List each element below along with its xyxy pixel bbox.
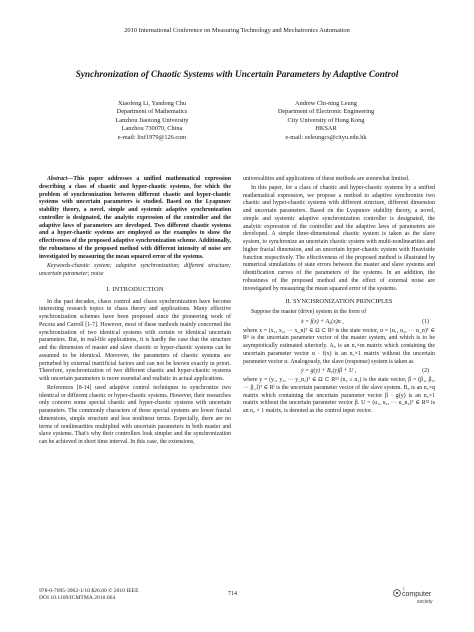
paper-title: Synchronization of Chaotic Systems with Uncertain Parameters by Adaptive Control	[75, 70, 399, 80]
logo-sub: society	[417, 599, 433, 605]
author-affiliation: City University of Hong Kong	[287, 116, 365, 124]
section-heading-principles: II. SYNCHRONIZATION PRINCIPLES	[285, 298, 393, 306]
logo-top: ❘	[402, 586, 406, 591]
paragraph: In this paper, for a class of chaotic and hyper-chaotic systems by a unified mathematical expression, we propose a method to adaptive synchronize two chaotic and hyper-chaotic systems with different structure, different dimension and uncertain parameters. Based on the Lyapunov stability theory, a novel, simple and systemic adaptive synchronization controller is designated, the analytic expression of the controller and the adaptive laws of parameters are developed. A simple three-dimensional chaotic system is taken as the slave system, to synchronize an uncertain chaotic system with multi-nonlinearities and higher fractal dimension, and an uncertain hyper-chaotic system with Heaviside function respectively. The effectiveness of the proposed method is illustrated by numerical simulations of state errors between the master and slave systems and identification curves of the parameters of the systems. In an addition, the robustness of the proposed method and the effect of external noise are investigated by measuring the mean squared error of the systems.	[243, 184, 435, 292]
computer-society-logo	[393, 585, 439, 609]
equation-number: (2)	[422, 368, 429, 375]
page-number: 714	[228, 591, 237, 597]
right-column	[243, 176, 435, 417]
paragraph: In the past decades, chaos control and chaos synchronization have become interesting research topics in chaos theory and applications. Many effective synchronization schemes have been proposed since the pioneering work of Pecora and Carroll [1-7]. However, most of these methods mainly concerned the synchronization of two identical systems with certain or identical uncertain parameters. But, in real-life applications, it is hardly the case that the structure and the dimension of master and slave chaotic or hyper-chaotic systems can be assumed to be identical. Moreover, the parameters of chaotic systems are perturbed by external inartificial factors and can not be known exactly in priori. Therefore, synchronization of two different chaotic and hyper-chaotic systems with uncertain parameters is more essential and realistic in actual applications.	[39, 298, 231, 382]
equation-number: (1)	[422, 318, 429, 325]
author-name: Xiaofeng Li, Yandong Chu	[117, 100, 187, 107]
copyright-footer	[39, 588, 139, 602]
author-block-1	[72, 100, 232, 142]
author-affiliation: Department of Electronic Engineering	[277, 108, 375, 116]
paragraph: universalities and applications of these methods are somewhat limited.	[243, 176, 410, 182]
author-email: e-mail: lixf1979@126.com	[117, 133, 187, 141]
paragraph: Suppose the master (drive) system in the form of	[251, 309, 367, 315]
section-heading-introduction: I. INTRODUCTION	[106, 285, 164, 293]
paragraph: where x = (x₁, x₂, ··· x_n)ᵀ ∈ Ω ⊂ Rⁿ is the state vector, α = (α₁, α₂, ··· α_n)ᵀ ∈ Rⁿ is the uncertain parameter vector of the master system, and which is to be asymptotically estimated uiteriorly. A₀ is an n₁×m matrix which containing the uncertain parameter vector α · f(x) is an n₁×1 matrix without the uncertain parameter vector α. Analogously, the slave (response) system is taken as	[243, 327, 435, 365]
abstract-lead: Abstract	[47, 176, 68, 182]
logo-mark-icon	[393, 588, 401, 598]
author-address: Lanzhou 730070, China	[121, 125, 183, 133]
paragraph: where y = (y₁, y₂, ··· y_n₂)ᵀ ∈ Ω ⊂ Rⁿ² (n₂ ≤ n₁) is the state vector, β = (β₁, β₂, ··· β_l)ᵀ ∈ Rˡ is the uncertain parameter vector of the slave system. B₀ is an n₂×q matrix which containing the uncertain parameter vector β · g(y) is an n₂×1 matrix without the uncertain parameter vector β. U = (u₁, u₂, ··· u_n₂)ᵀ ∈ Rⁿ² is an n₂ × 1 matrix, is denoted as the control input vector.	[243, 377, 435, 414]
logo-brand: computer	[402, 591, 432, 598]
conference-header: 2010 International Conference on Measuring Technology and Mechatronics Automation	[124, 27, 350, 34]
author-email: e-mail: eeleungcs@cityu.edu.hk	[285, 133, 367, 141]
author-affiliation: Department of Mathematics	[116, 108, 188, 116]
author-block-2	[246, 100, 406, 142]
equation-body: ẏ = g(y) + B₀(y)β + U ,	[301, 368, 357, 375]
copyright-line: 978-0-7695-3962-1/10 $26.00 © 2010 IEEE	[39, 588, 139, 594]
paragraph: References [8-14] used adaptive control techniques to synchronize two identical or different chaotic or hyper-chaotic systems. However, their researches only concern some special chaotic and hyper-chaotic systems with uncertain parameters. The commonly characters of these special systems are lower fractal dimensions, simple structure and less nonlinear terms. Especially, there are no terms of nonlinearities multiplied with uncertain parameters in both master and slave systems. That's why their controllers look simpler and the synchronization can be achieved in short time interval. In this case, the extensions,	[39, 384, 231, 445]
author-affiliation: Lanzhou Jiaotong University	[115, 116, 189, 124]
doi-line: DOI 10.1109/ICMTMA.2010.664	[39, 595, 116, 602]
equation-body: ẋ = f(x) + A₀(x)α ,	[301, 318, 344, 325]
equation-1	[243, 318, 435, 328]
keywords: Keywords-chaotic system; adaptive synchronization; different structure; uncertain parameter; noise	[39, 263, 231, 277]
abstract	[39, 176, 231, 261]
author-address: HKSAR	[315, 125, 337, 133]
equation-2	[243, 367, 435, 377]
author-name: Andrew Chi-ning Leung	[295, 100, 357, 107]
abstract-text: —This paper addresses a unified mathematical expression describing a class of chaotic and hyper-chaotic systems, for which the problem of synchronization between different chaotic and hyper-chaotic systems with uncertain parameters is studied. Based on the Lyapunov stability theory, a novel, simple and systemic adaptive synchronization controller is designated, the analytic expression of the controller and the adaptive laws of parameters are developed. Two different chaotic systems and a hyper-chaotic systems are employed as the examples to show the effectiveness of the proposed adaptive synchronization scheme. Additionally, the robustness of the proposed method with different intensity of noise are investigated by measuring the mean squared error of the systems.	[39, 176, 231, 260]
left-column	[39, 176, 231, 448]
